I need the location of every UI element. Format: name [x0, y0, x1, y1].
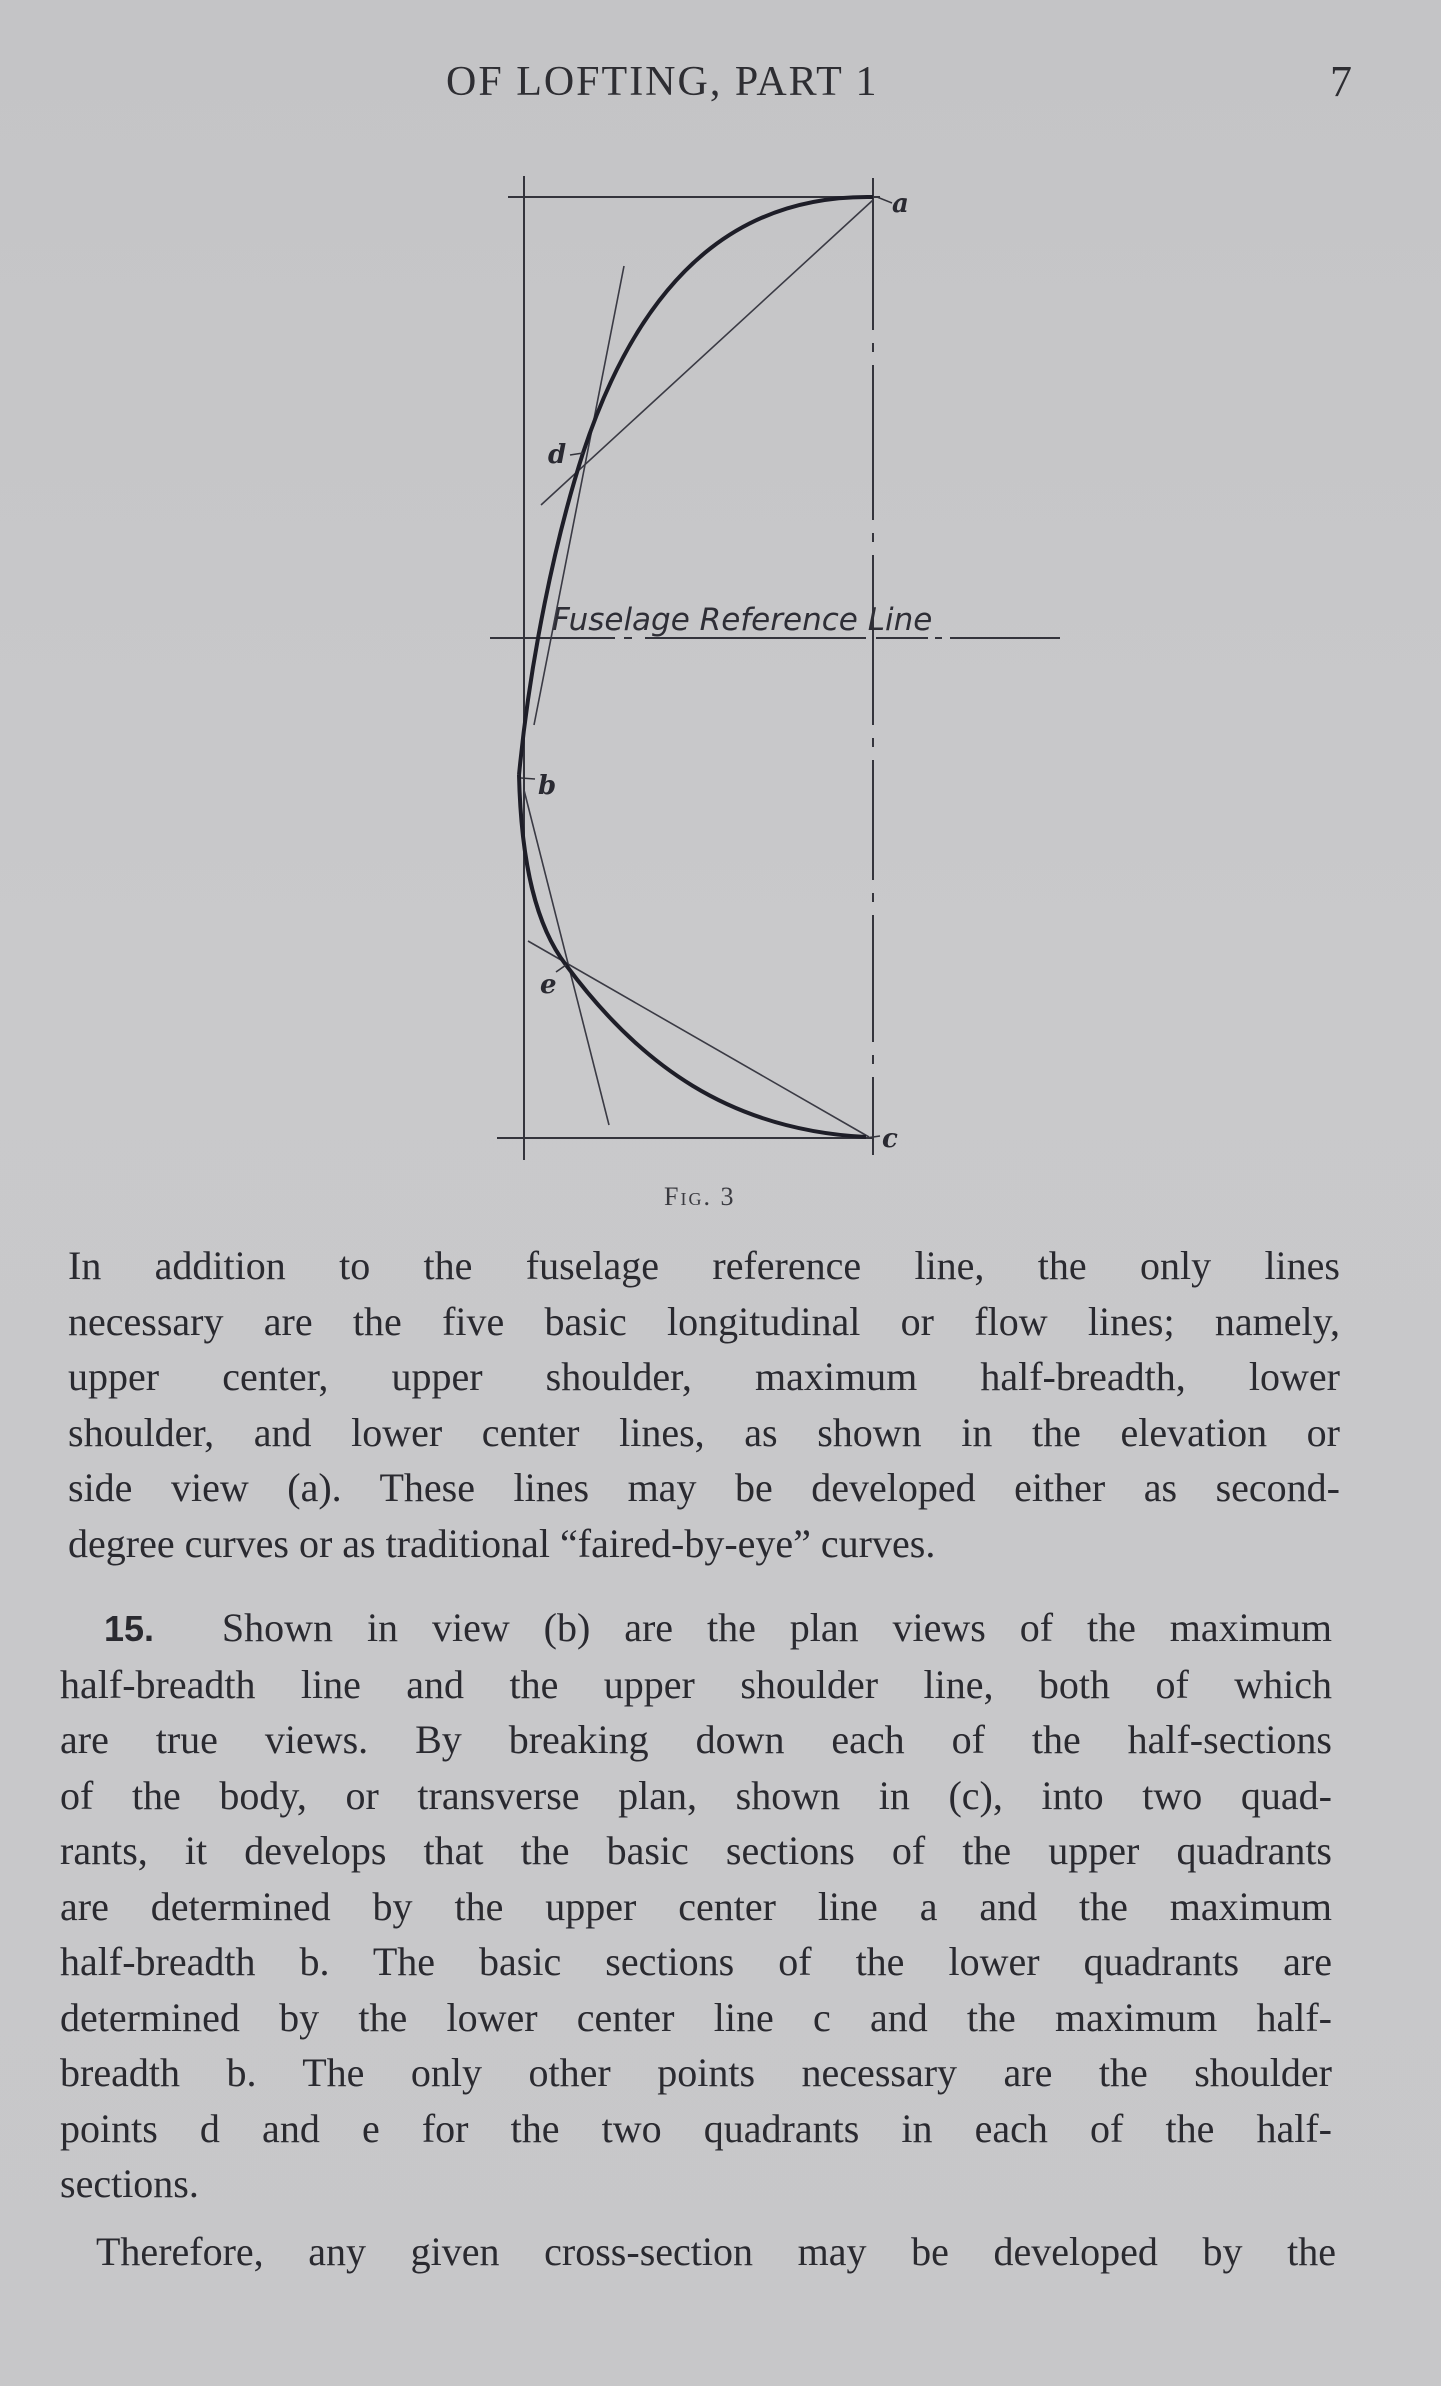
- chord-a-d: [541, 200, 873, 505]
- paragraph-3: [96, 2224, 1336, 2280]
- tangent-e: [524, 790, 609, 1125]
- figure-caption: Fig. 3: [664, 1182, 736, 1211]
- tangent-lines: [524, 200, 873, 1137]
- fuselage-reference-line-label: Fuselage Reference Line: [552, 602, 933, 638]
- construction-frame: [497, 176, 880, 1160]
- chord-e-c: [528, 941, 869, 1137]
- section-number: 15.: [104, 1608, 155, 1649]
- text-line: Shown in view (b) are the plan views of the maximum: [221, 1605, 1333, 1650]
- text-line: rants, it develops that the basic sections of the upper quadrants: [60, 1828, 1332, 1873]
- point-label-d: d: [548, 440, 567, 470]
- text-line: Therefore, any given cross-section may be developed by the: [96, 2229, 1336, 2274]
- text-line: In addition to the fuselage reference line, the only lines: [68, 1243, 1340, 1288]
- text-line: half-breadth b. The basic sections of the lower quadrants are: [60, 1939, 1332, 1984]
- point-label-e: e: [540, 970, 557, 1000]
- text-line: points d and e for the two quadrants in each of the half-: [60, 2105, 1332, 2151]
- upper-quadrant-curve: [519, 197, 873, 775]
- text-line-first: [60, 1600, 1332, 1657]
- text-line: degree curves or as traditional “faired-by-eye” curves.: [68, 1520, 936, 1566]
- paragraph-15: [60, 1600, 1332, 2212]
- tangent-d: [534, 266, 624, 725]
- text-line: necessary are the five basic longitudinal or flow lines; namely,: [68, 1298, 1340, 1344]
- text-line: sections.: [60, 2161, 199, 2206]
- text-line: of the body, or transverse plan, shown in (c), into two quad-: [60, 1772, 1332, 1818]
- text-line: shoulder, and lower center lines, as shown in the elevation or: [68, 1409, 1340, 1455]
- point-label-a: a: [892, 189, 909, 219]
- text-line: upper center, upper shoulder, maximum half-breadth, lower: [68, 1354, 1340, 1399]
- text-line: side view (a). These lines may be developed either as second-: [68, 1465, 1340, 1510]
- text-line: determined by the lower center line c and the maximum half-: [60, 1994, 1332, 2040]
- text-line: breadth b. The only other points necessary are the shoulder: [60, 2050, 1332, 2095]
- page-number: 7: [1330, 57, 1352, 106]
- lower-quadrant-curve: [519, 775, 866, 1137]
- point-label-c: c: [882, 1124, 898, 1154]
- text-line: are determined by the upper center line a and the maximum: [60, 1883, 1332, 1929]
- section-curve: [519, 197, 873, 1137]
- text-line: are true views. By breaking down each of the half-sections: [60, 1717, 1332, 1762]
- point-label-b: b: [538, 771, 557, 801]
- text-line: half-breadth line and the upper shoulder line, both of which: [60, 1661, 1332, 1707]
- paragraph-1: [68, 1238, 1340, 1571]
- running-head-title: OF LOFTING, PART 1: [446, 59, 879, 105]
